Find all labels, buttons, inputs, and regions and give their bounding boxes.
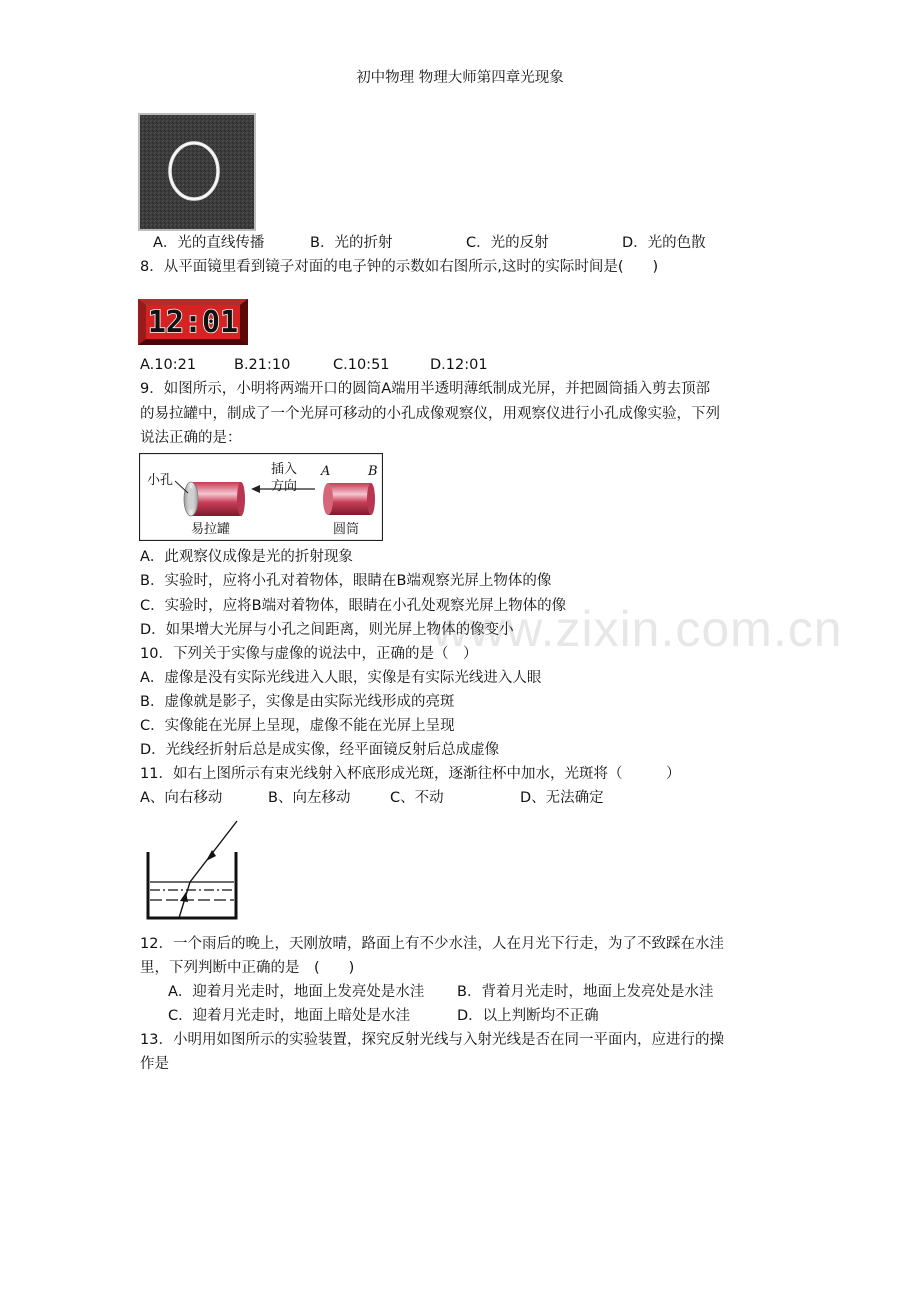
q9-option-d: D．如果增大光屏与小孔之间距离，则光屏上物体的像变小 xyxy=(140,622,514,638)
q12-stem-line1: 12．一个雨后的晚上，天刚放晴，路面上有不少水洼，人在月光下行走，为了不致踩在水洼 xyxy=(140,936,724,952)
q12-stem-line2: 里，下列判断中正确的是 ( ) xyxy=(140,960,355,976)
q12-option-a: A．迎着月光走时，地面上发亮处是水洼 xyxy=(168,984,425,1000)
q9-stem-line2: 的易拉罐中，制成了一个光屏可移动的小孔成像观察仪，用观察仪进行小孔成像实验，下列 xyxy=(140,406,720,422)
q10-option-d: D．光线经折射后总是成实像，经平面镜反射后总成虚像 xyxy=(140,742,500,758)
q10-option-b: B．虚像就是影子，实像是由实际光线形成的亮斑 xyxy=(140,694,455,710)
q10-stem: 10．下列关于实像与虚像的说法中，正确的是（ ） xyxy=(140,646,478,662)
q13-stem-line1: 13．小明用如图所示的实验装置，探究反射光线与入射光线是否在同一平面内，应进行的操 xyxy=(140,1032,724,1048)
light-spot-photo xyxy=(138,113,256,235)
q9-option-a: A．此观察仪成像是光的折射现象 xyxy=(140,549,353,565)
q11-stem: 11．如右上图所示有束光线射入杯底形成光斑，逐渐往杯中加水，光斑将（ ） xyxy=(140,766,681,782)
q9-option-b: B．实验时，应将小孔对着物体，眼睛在B端观察光屏上物体的像 xyxy=(140,573,552,589)
q7-option-d: D．光的色散 xyxy=(622,235,706,251)
q9-option-c: C．实验时，应将B端对着物体，眼睛在小孔处观察光屏上物体的像 xyxy=(140,598,567,614)
q10-option-c: C．实像能在光屏上呈现，虚像不能在光屏上呈现 xyxy=(140,718,455,734)
q10-option-a: A．虚像是没有实际光线进入人眼，实像是有实际光线进入人眼 xyxy=(140,670,542,686)
cup-refraction-figure xyxy=(142,818,242,928)
q8-option-d: D.12:01 xyxy=(430,357,488,373)
mirror-clock xyxy=(138,299,248,349)
q9-stem-line3: 说法正确的是： xyxy=(140,430,242,446)
page-header: 初中物理 物理大师第四章光现象 xyxy=(356,70,564,86)
q11-option-b: B、向左移动 xyxy=(268,790,351,806)
label-can: 易拉罐 xyxy=(191,522,231,537)
q12-option-c: C．迎着月光走时，地面上暗处是水洼 xyxy=(168,1008,411,1024)
q13-stem-line2: 作是 xyxy=(140,1056,169,1072)
label-insert-2: 方向 xyxy=(271,479,298,494)
clock-display: 12:01 xyxy=(147,305,239,340)
q11-option-c: C、不动 xyxy=(390,790,444,806)
pinhole-viewer-figure xyxy=(139,453,383,545)
label-hole: 小孔 xyxy=(147,473,174,488)
label-insert-1: 插入 xyxy=(271,462,298,477)
q12-option-d: D．以上判断均不正确 xyxy=(457,1008,599,1024)
label-end-a: A xyxy=(321,464,331,479)
q8-option-a: A.10:21 xyxy=(140,357,197,373)
watermark: www.zixin.com.cn xyxy=(432,601,843,657)
q7-option-a: A．光的直线传播 xyxy=(153,235,265,251)
q9-stem-line1: 9．如图所示，小明将两端开口的圆筒A端用半透明薄纸制成光屏，并把圆筒插入剪去顶部 xyxy=(140,381,711,397)
label-end-b: B xyxy=(368,464,378,479)
q8-stem: 8．从平面镜里看到镜子对面的电子钟的示数如右图所示,这时的实际时间是( ) xyxy=(140,259,659,275)
q11-option-d: D、无法确定 xyxy=(520,790,604,806)
q7-option-b: B．光的折射 xyxy=(310,235,393,251)
q11-option-a: A、向右移动 xyxy=(140,790,223,806)
q7-option-c: C．光的反射 xyxy=(466,235,549,251)
q8-option-c: C.10:51 xyxy=(333,357,390,373)
q8-option-b: B.21:10 xyxy=(234,357,291,373)
label-tube: 圆筒 xyxy=(333,522,360,537)
q12-option-b: B．背着月光走时，地面上发亮处是水洼 xyxy=(457,984,714,1000)
